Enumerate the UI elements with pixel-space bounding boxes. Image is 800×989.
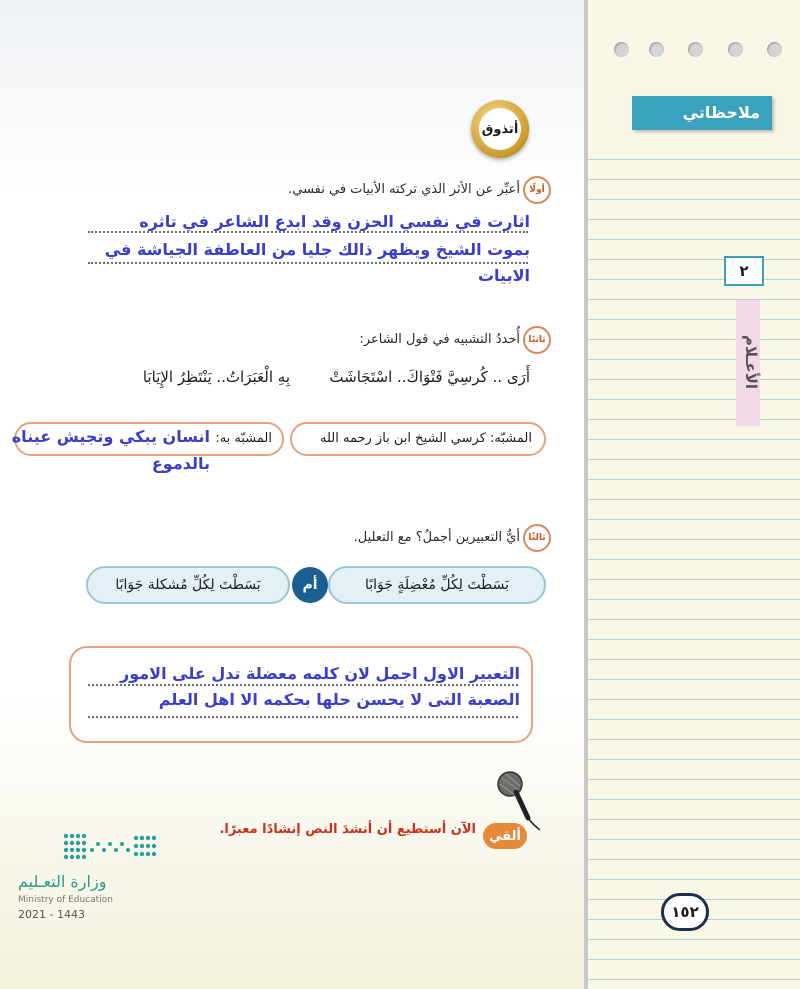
notes-label: ملاحظاتي: [632, 96, 772, 130]
q2-prompt: أُحددُ التشبيه في قول الشاعر:: [359, 332, 520, 347]
option-mushkila: بَسَطْتَ لِكُلِّ مُشكلة جَوَابًا: [86, 566, 290, 604]
q1-number-icon: أولًا: [523, 176, 551, 204]
q2-number-icon: ثانيًا: [523, 326, 551, 354]
recite-text: الآن أستطيع أن أنشدَ النص إنشادًا معبرًا.: [219, 822, 476, 837]
mushabbah-box: [290, 422, 546, 456]
verse-first-hemistich: أَرَى .. كُرسِيَّ فَتْوَاكَ.. اسْتَجَاشَتْ: [329, 368, 530, 386]
section-badge: [471, 100, 529, 158]
q3-prompt: أيُّ التعبيرين أجملُ؟ مع التعليل.: [353, 530, 520, 545]
ring-hole-icon: [767, 42, 782, 57]
chapter-number: ٢: [724, 256, 764, 286]
answer-line: [88, 716, 518, 718]
section-badge-label: أتذوق: [479, 108, 521, 150]
chapter-title: الأعـلام: [742, 334, 760, 390]
edition-year: 2021 - 1443: [18, 908, 85, 921]
mushabbah-label: المشبّه:: [490, 431, 532, 446]
option-mudila: بَسَطْتَ لِكُلِّ مُعْضِلَةٍ جَوَابًا: [328, 566, 546, 604]
q1-answer-line-2: بموت الشيخ ويظهر ذالك جليا من العاطفة الجياشة في: [104, 240, 530, 259]
answer-line: [88, 231, 528, 233]
ministry-logo-icon: [62, 830, 162, 866]
notes-column: [588, 0, 800, 989]
q3-number-icon: ثالثًا: [523, 524, 551, 552]
q1-prompt: أعبِّر عن الأثر الذي تركته الأبيات في نفسي.: [288, 182, 520, 197]
q3-answer-line-1: التعبير الاول اجمل لان كلمه معضلة تدل على الامور: [120, 664, 520, 683]
page-number: ١٥٢: [661, 893, 709, 931]
mushabbah-bih-answer-line-1: انسان يبكي وتجيش عيناه: [11, 427, 210, 446]
ring-hole-icon: [688, 42, 703, 57]
verse-second-hemistich: بِهِ الْعَبَرَاتُ.. يَنْتَظِرُ الإِيَابَا: [142, 368, 290, 386]
q3-answer-line-2: الصعبة التى لا يحسن حلها بحكمه الا اهل العلم: [158, 690, 520, 709]
mushabbah-value: كرسي الشيخ ابن باز رحمه الله: [320, 431, 486, 446]
ring-hole-icon: [649, 42, 664, 57]
ministry-name-en: Ministry of Education: [18, 895, 113, 905]
ring-hole-icon: [728, 42, 743, 57]
ring-hole-icon: [614, 42, 629, 57]
q1-answer-line-1: اثارت في نفسي الحزن وقد ابدع الشاعر في تاثره: [139, 212, 530, 231]
ministry-name-ar: وزارة التعـليم: [18, 872, 107, 891]
mushabbah-bih-answer-line-2: بالدموع: [151, 454, 210, 473]
recite-badge: ألقي: [483, 823, 527, 849]
mushabbah-bih-label: المشبّه به:: [215, 431, 272, 446]
q1-answer-line-3: الابيات: [477, 266, 530, 285]
or-circle: أم: [292, 567, 328, 603]
